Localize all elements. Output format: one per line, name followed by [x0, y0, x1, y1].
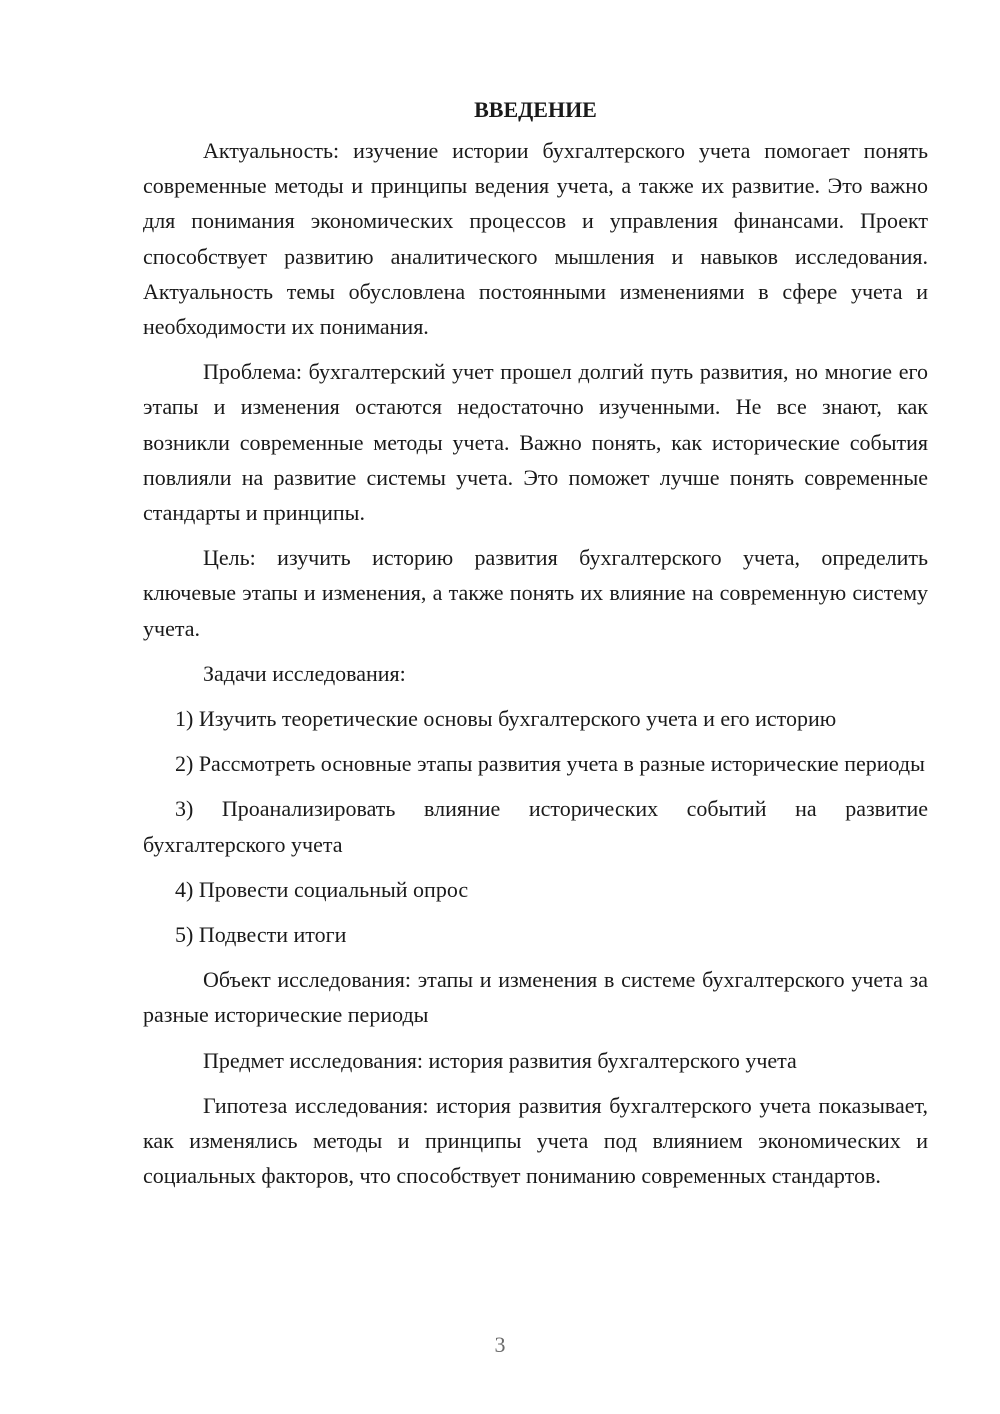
- paragraph-relevance: Актуальность: изучение истории бухгалтерского учета помогает понять современные методы и принципы ведения учета, а также их развитие. Это важно для понимания экономических процессов и управления финансами. Проект способствует развитию аналитического мышления и навыков исследования. Актуальность темы обусловлена постоянными изменениями в сфере учета и необходимости их понимания.: [143, 138, 928, 340]
- task-item-4: 4) Провести социальный опрос: [175, 876, 469, 902]
- paragraph-hypothesis: Гипотеза исследования: история развития бухгалтерского учета показывает, как изменялись методы и принципы учета под влиянием экономических и социальных факторов, что способствует пониманию современных стандартов.: [143, 1092, 928, 1189]
- paragraph-goal: Цель: изучить историю развития бухгалтерского учета, определить ключевые этапы и изменения, а также понять их влияние на современную систему учета.: [143, 545, 928, 641]
- page-title: ВВЕДЕНИЕ: [474, 97, 597, 122]
- page-number: 3: [494, 1332, 506, 1357]
- document-body: [143, 92, 928, 1203]
- task-item-3: 3) Проанализировать влияние исторических событий на развитие бухгалтерского учета: [143, 796, 928, 857]
- task-item-5: 5) Подвести итоги: [175, 922, 347, 948]
- paragraph-subject: Предмет исследования: история развития бухгалтерского учета: [203, 1047, 797, 1073]
- paragraph-problem: Проблема: бухгалтерский учет прошел долгий путь развития, но многие его этапы и изменения остаются недостаточно изученными. Не все знают, как возникли современные методы учета. Важно понять, как исторические события повлияли на развитие системы учета. Это поможет лучше понять современные стандарты и принципы.: [143, 359, 928, 526]
- paragraph-object: Объект исследования: этапы и изменения в системе бухгалтерского учета за разные исторические периоды: [143, 967, 928, 1028]
- task-item-2: 2) Рассмотреть основные этапы развития учета в разные исторические периоды: [175, 751, 925, 777]
- tasks-heading: Задачи исследования:: [203, 660, 406, 686]
- task-item-1: 1) Изучить теоретические основы бухгалтерского учета и его историю: [175, 706, 837, 732]
